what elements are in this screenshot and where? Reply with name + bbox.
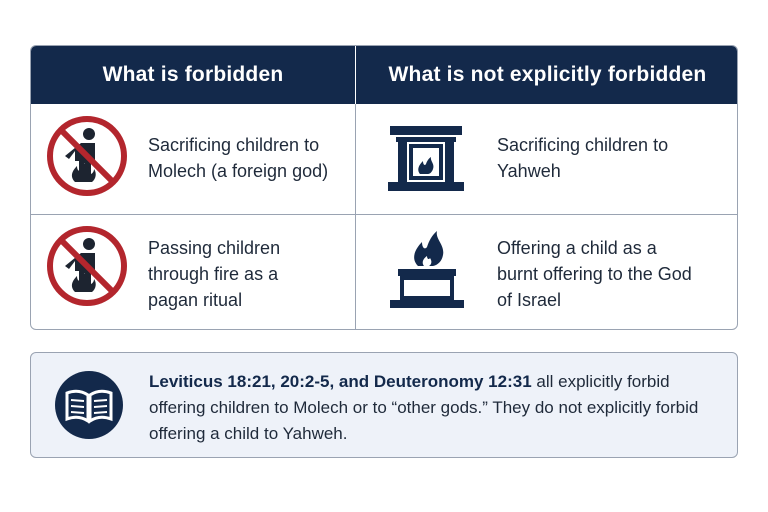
column-divider: [355, 104, 356, 329]
header-not-forbidden: What is not explicitly forbidden: [356, 46, 738, 104]
allowed-text-2: Offering a child as a burnt offering to the God of Israel: [497, 238, 692, 310]
allowed-text-1: Sacrificing children to Yahweh: [497, 135, 669, 181]
no-child-fire-icon: [45, 224, 129, 308]
row-divider: [31, 214, 737, 215]
no-child-fire-icon: [45, 114, 129, 198]
note-text: [149, 369, 719, 447]
forbidden-text-1: Sacrificing children to Molech (a foreign god): [148, 135, 329, 181]
open-book-icon: [55, 371, 123, 439]
forbidden-text-2: Passing children through fire as a pagan ritual: [148, 238, 281, 310]
burnt-offering-altar-icon: [388, 226, 466, 310]
header-forbidden: What is forbidden: [31, 46, 355, 104]
temple-altar-icon: [386, 124, 466, 194]
note-reference: Leviticus 18:21, 20:2-5, and Deuteronomy 12:31: [149, 372, 532, 391]
comparison-table: [30, 45, 738, 330]
note-body: all explicitly forbid offering children to Molech or to “other gods.” They do not explicitly forbid offering a child to Yahweh.: [149, 372, 699, 443]
scripture-note: [30, 352, 738, 458]
book-icon-circle: [55, 371, 123, 439]
